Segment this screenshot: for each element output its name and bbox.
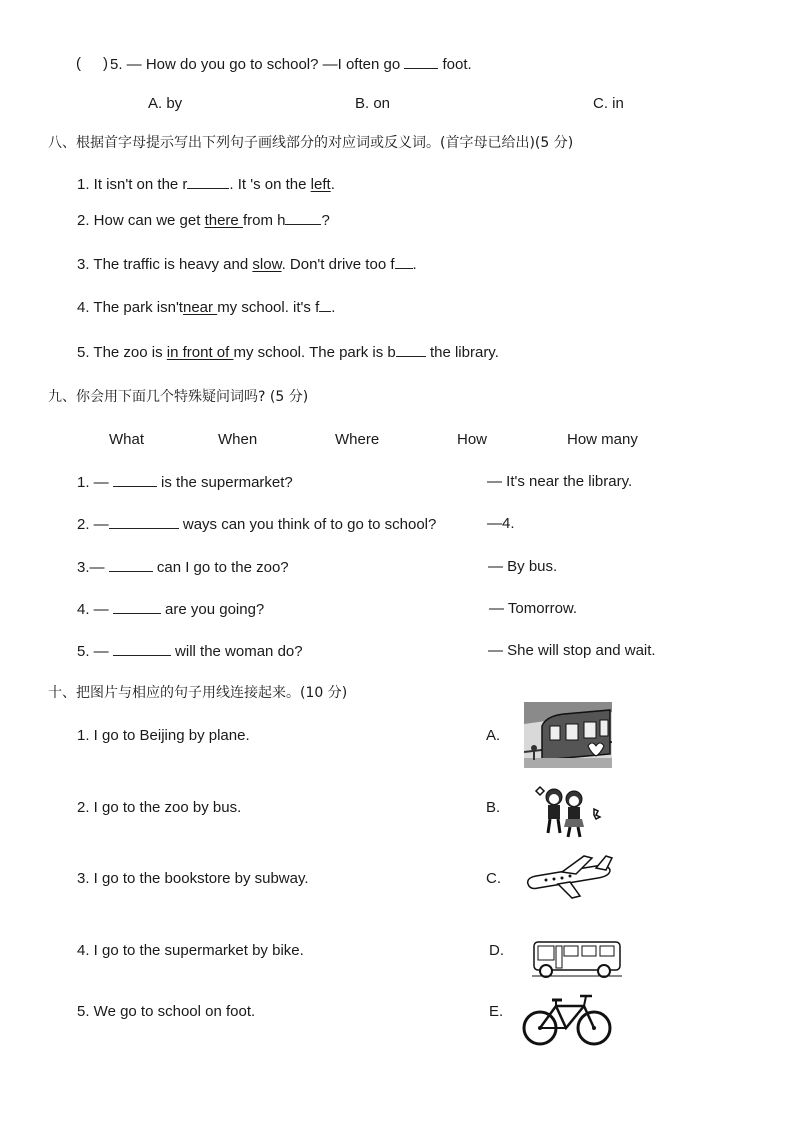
s8-item-4-c: . (331, 299, 336, 316)
word-bank-how-many: How many (567, 431, 638, 448)
s9-item-5-b: will the woman do? (175, 643, 303, 660)
s9-item-4-b: are you going? (165, 601, 265, 618)
answer-blank[interactable] (187, 174, 229, 189)
answer-blank[interactable] (285, 210, 321, 225)
q5-stem-a: 5. — How do you go to school? —I often go (110, 56, 401, 73)
s10-letter-e: E. (489, 1003, 504, 1020)
s8-item-2-underlined: there (204, 212, 243, 229)
s10-sentence-5[interactable]: 5. We go to school on foot. (77, 1003, 256, 1020)
s8-item-2-c: ? (321, 212, 330, 229)
s8-item-3-c: . (412, 256, 417, 273)
s8-item-3-underlined: slow (252, 256, 282, 273)
answer-blank[interactable] (113, 472, 157, 487)
word-bank-what: What (109, 431, 145, 448)
answer-blank[interactable] (404, 54, 438, 69)
s10-sentence-3[interactable]: 3. I go to the bookstore by subway. (77, 870, 309, 887)
s9-item-4-a: 4. — (77, 601, 109, 618)
section-8-heading: 八、根据首字母提示写出下列句子画线部分的对应词或反义词。(首字母已给出)(5 分) (48, 135, 574, 151)
s9-item-1-b: is the supermarket? (161, 474, 293, 491)
answer-blank[interactable] (109, 557, 153, 572)
s10-letter-a: A. (486, 727, 501, 744)
s8-item-4-b: my school. it's f (217, 299, 320, 316)
s9-item-1 (77, 472, 293, 493)
s8-item-5 (77, 342, 499, 363)
s9-answer-5: — She will stop and wait. (488, 642, 656, 659)
s9-item-3-a: 3.— (77, 559, 105, 576)
answer-blank[interactable] (113, 599, 161, 614)
s8-item-5-b: my school. The park is b (233, 344, 396, 361)
s9-answer-2: —4. (487, 515, 515, 532)
s9-answer-3: — By bus. (488, 558, 558, 575)
s8-item-5-c: the library. (425, 344, 499, 361)
s8-item-4-underlined: near (182, 299, 218, 316)
s9-answer-4: — Tomorrow. (489, 600, 578, 617)
s8-item-4 (77, 297, 335, 318)
answer-blank[interactable] (396, 342, 426, 357)
s8-item-5-a: 5. The zoo is (77, 344, 167, 361)
section-10-heading: 十、把图片与相应的句子用线连接起来。(10 分) (48, 685, 348, 701)
s10-sentence-4[interactable]: 4. I go to the supermarket by bike. (77, 942, 304, 959)
s8-item-1-a: 1. It isn't on the r (77, 176, 188, 193)
s8-item-3-a: 3. The traffic is heavy and (77, 256, 253, 273)
answer-blank[interactable] (109, 514, 179, 529)
q5-stem-b: foot. (442, 56, 472, 73)
s9-item-2 (77, 514, 436, 535)
s8-item-1 (77, 174, 335, 195)
children-walking-icon[interactable] (530, 783, 606, 843)
answer-blank[interactable] (319, 297, 331, 312)
s8-item-1-underlined: left (310, 176, 331, 193)
s9-item-3 (77, 557, 289, 578)
q5-option-a: A. by (148, 95, 183, 112)
bicycle-icon[interactable] (522, 992, 612, 1048)
s8-item-1-b: . It 's on the (229, 176, 311, 193)
s9-item-2-b: ways can you think of to go to school? (182, 516, 437, 533)
q5-stem (110, 54, 472, 75)
subway-train-icon[interactable] (524, 702, 612, 768)
s8-item-4-a: 4. The park isn't (77, 299, 183, 316)
word-bank-how: How (457, 431, 488, 448)
s8-item-3 (77, 254, 417, 275)
word-bank-when: When (218, 431, 258, 448)
s8-item-5-underlined: in front of (166, 344, 234, 361)
s9-item-4 (77, 599, 264, 620)
bus-icon[interactable] (530, 938, 624, 980)
s9-item-3-b: can I go to the zoo? (156, 559, 289, 576)
s9-answer-1: — It's near the library. (487, 473, 633, 490)
s8-item-1-c: . (330, 176, 335, 193)
q5-option-c: C. in (593, 95, 624, 112)
s9-item-2-a: 2. — (77, 516, 109, 533)
s10-sentence-1[interactable]: 1. I go to Beijing by plane. (77, 727, 250, 744)
s10-sentence-2[interactable]: 2. I go to the zoo by bus. (77, 799, 242, 816)
s8-item-2-b: from h (242, 212, 286, 229)
s8-item-3-b: . Don't drive too f (281, 256, 395, 273)
s9-item-1-a: 1. — (77, 474, 109, 491)
airplane-icon[interactable] (522, 854, 614, 900)
answer-blank[interactable] (113, 641, 171, 656)
s8-item-2 (77, 210, 330, 231)
s9-item-5-a: 5. — (77, 643, 109, 660)
q5-paren-close: ) (103, 55, 108, 72)
section-9-heading: 九、你会用下面几个特殊疑问词吗? (5 分) (48, 389, 309, 405)
s10-letter-c: C. (486, 870, 501, 887)
q5-option-b: B. on (355, 95, 391, 112)
s8-item-2-a: 2. How can we get (77, 212, 205, 229)
s10-letter-d: D. (489, 942, 504, 959)
s9-item-5 (77, 641, 303, 662)
s10-letter-b: B. (486, 799, 501, 816)
word-bank-where: Where (335, 431, 380, 448)
answer-blank[interactable] (395, 254, 413, 269)
q5-paren-open: ( (76, 55, 81, 72)
